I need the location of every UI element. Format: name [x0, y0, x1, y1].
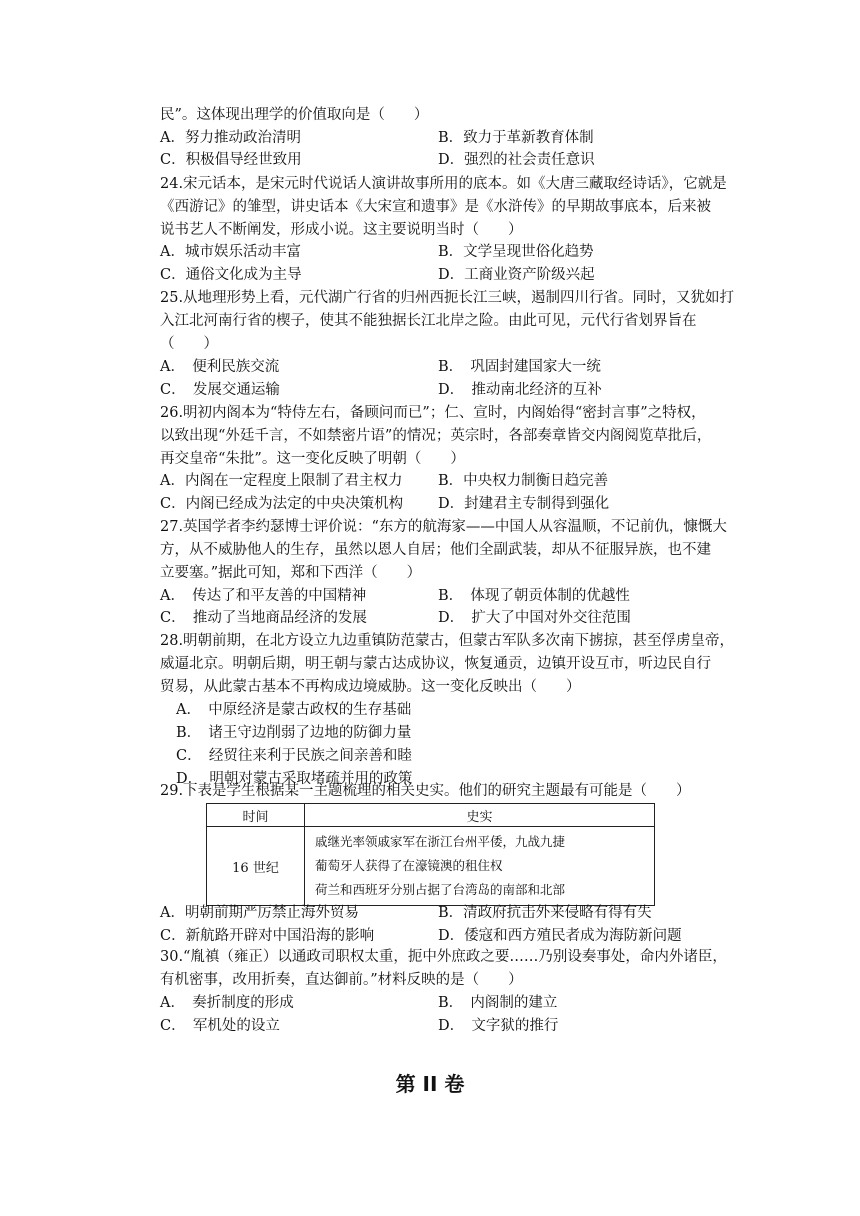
q30-option-b: B． 内阁制的建立	[438, 995, 558, 1011]
q27-option-a: A． 传达了和平友善的中国精神	[160, 588, 367, 604]
q28-stem-line-2: 威逼北京。明朝后期，明王朝与蒙古达成协议，恢复通贡，边镇开设互市，听边民自行	[160, 656, 711, 672]
q28-number: 28.	[160, 633, 184, 649]
q25-number: 25.	[160, 290, 184, 306]
q26-option-b: B．中央权力制衡日趋完善	[438, 473, 609, 489]
q27-stem-line-3: 立要塞。”据此可知，郑和下西洋（ ）	[160, 565, 422, 581]
q26-stem-line-1: 明初内阁本为“特侍左右，备顾问而已”；仁、宣时，内阁始得“密封言事”之特权，	[183, 405, 706, 421]
q29-option-b: B．清政府抗击外来侵略有得有失	[438, 905, 652, 921]
q29-stem: 下表是学生根据某一主题梳理的相关史实。他们的研究主题最有可能是（ ）	[183, 783, 691, 799]
q27-option-d: D． 扩大了中国对外交往范围	[438, 610, 631, 626]
table-event-3: 荷兰和西班牙分别占据了台湾岛的南部和北部	[315, 882, 566, 897]
q25-stem-line-1: 从地理形势上看，元代湖广行省的归州西扼长江三峡，遏制四川行省。同时，又犹如打	[183, 290, 734, 306]
q25-option-c: C． 发展交通运输	[160, 382, 280, 398]
q25-stem-line-2: 入江北河南行省的楔子，使其不能独据长江北岸之险。由此可见，元代行省划界旨在	[160, 313, 697, 329]
q25-option-d: D． 推动南北经济的互补	[438, 382, 602, 398]
table-header-row	[207, 804, 655, 827]
q23-option-c: C．积极倡导经世致用	[160, 152, 302, 168]
q28-stem-line-1: 明朝前期，在北方设立九边重镇防范蒙古，但蒙古军队多次南下掳掠，甚至俘虏皇帝，	[183, 633, 734, 649]
q23-option-d: D．强烈的社会责任意识	[438, 152, 595, 168]
q30-option-d: D． 文字狱的推行	[438, 1018, 559, 1034]
q30-number: 30.	[160, 949, 184, 965]
table-cell-time: 16 世纪	[207, 827, 305, 906]
table-event-2: 葡萄牙人获得了在濠镜澳的租住权	[315, 858, 503, 873]
table-event-1: 戚继光率领戚家军在浙江台州平倭，九战九捷	[315, 834, 566, 849]
table-row	[207, 827, 655, 906]
q30-stem-line-1: “胤禛（雍正）以通政司职权太重，扼中外庶政之要……乃别设奏事处，命内外诸臣，	[183, 949, 727, 965]
q29-number: 29.	[160, 783, 184, 799]
q26-stem-line-3: 再交皇帝“朱批”。这一变化反映了明朝（ ）	[160, 451, 465, 467]
q27-stem-line-2: 方，从不威胁他人的生存，虽然以恩人自居；他们全副武装，却从不征服异族，也不建	[160, 542, 711, 558]
q28-option-b: B． 诸王守边削弱了边地的防御力量	[176, 725, 412, 741]
q29-option-d: D．倭寇和西方殖民者成为海防新问题	[438, 928, 682, 944]
q27-number: 27.	[160, 519, 184, 535]
q28-option-d: D． 明朝对蒙古采取堵疏并用的政策	[176, 771, 413, 787]
q26-option-d: D．封建君主专制得到强化	[438, 496, 610, 512]
q25-option-a: A． 便利民族交流	[160, 359, 280, 375]
q29-option-a: A．明朝前期严厉禁止海外贸易	[160, 905, 359, 921]
q24-option-b: B．文学呈现世俗化趋势	[438, 244, 594, 260]
table-header-time: 时间	[207, 804, 305, 827]
q26-option-c: C．内阁已经成为法定的中央决策机构	[160, 496, 404, 512]
q24-stem-line-3: 说书艺人不断阐发，形成小说。这主要说明当时（ ）	[160, 222, 523, 238]
q24-option-d: D．工商业资产阶级兴起	[438, 267, 595, 283]
q24-stem-line-2: 《西游记》的雏型，讲史话本《大宋宣和遗事》是《水浒传》的早期故事底本，后来被	[160, 199, 711, 215]
q27-option-c: C． 推动了当地商品经济的发展	[160, 610, 367, 626]
q25-stem-line-3: （ ）	[160, 336, 218, 352]
q29-facts-table	[206, 803, 655, 906]
q28-option-a: A． 中原经济是蒙古政权的生存基础	[176, 702, 412, 718]
q29-option-c: C．新航路开辟对中国沿海的影响	[160, 928, 375, 944]
table-header-facts: 史实	[305, 804, 655, 827]
q23-option-b: B．致力于革新教育体制	[438, 130, 594, 146]
q24-option-c: C．通俗文化成为主导	[160, 267, 302, 283]
q24-stem-line-1: 宋元话本，是宋元时代说话人演讲故事所用的底本。如《大唐三藏取经诗话》，它就是	[183, 176, 727, 192]
q27-stem-line-1: 英国学者李约瑟博士评价说：“东方的航海家——中国人从容温顺，不记前仇，慷慨大	[183, 519, 727, 535]
q26-stem-line-2: 以致出现“外廷千言，不如禁密片语”的情况；英宗时，各部奏章皆交内阁阅览草批后，	[160, 428, 712, 444]
q28-option-c: C． 经贸往来利于民族之间亲善和睦	[176, 748, 412, 764]
table-cell-events	[305, 827, 655, 906]
q26-number: 26.	[160, 405, 184, 421]
q27-option-b: B． 体现了朝贡体制的优越性	[438, 588, 630, 604]
q30-option-a: A． 奏折制度的形成	[160, 995, 294, 1011]
q30-stem-line-2: 有机密事，改用折奏，直达御前。”材料反映的是（ ）	[160, 972, 523, 988]
section-title: 第 II 卷	[395, 1072, 465, 1096]
q23-stem: 民”。这体现出理学的价值取向是（ ）	[160, 107, 429, 123]
q28-stem-line-3: 贸易，从此蒙古基本不再构成边境威胁。这一变化反映出（ ）	[160, 679, 581, 695]
q26-option-a: A．内阁在一定程度上限制了君主权力	[160, 473, 403, 489]
q24-number: 24.	[160, 176, 184, 192]
q25-option-b: B． 巩固封建国家大一统	[438, 359, 601, 375]
q30-option-c: C． 军机处的设立	[160, 1018, 280, 1034]
q24-option-a: A．城市娱乐活动丰富	[160, 244, 301, 260]
q23-option-a: A．努力推动政治清明	[160, 130, 301, 146]
